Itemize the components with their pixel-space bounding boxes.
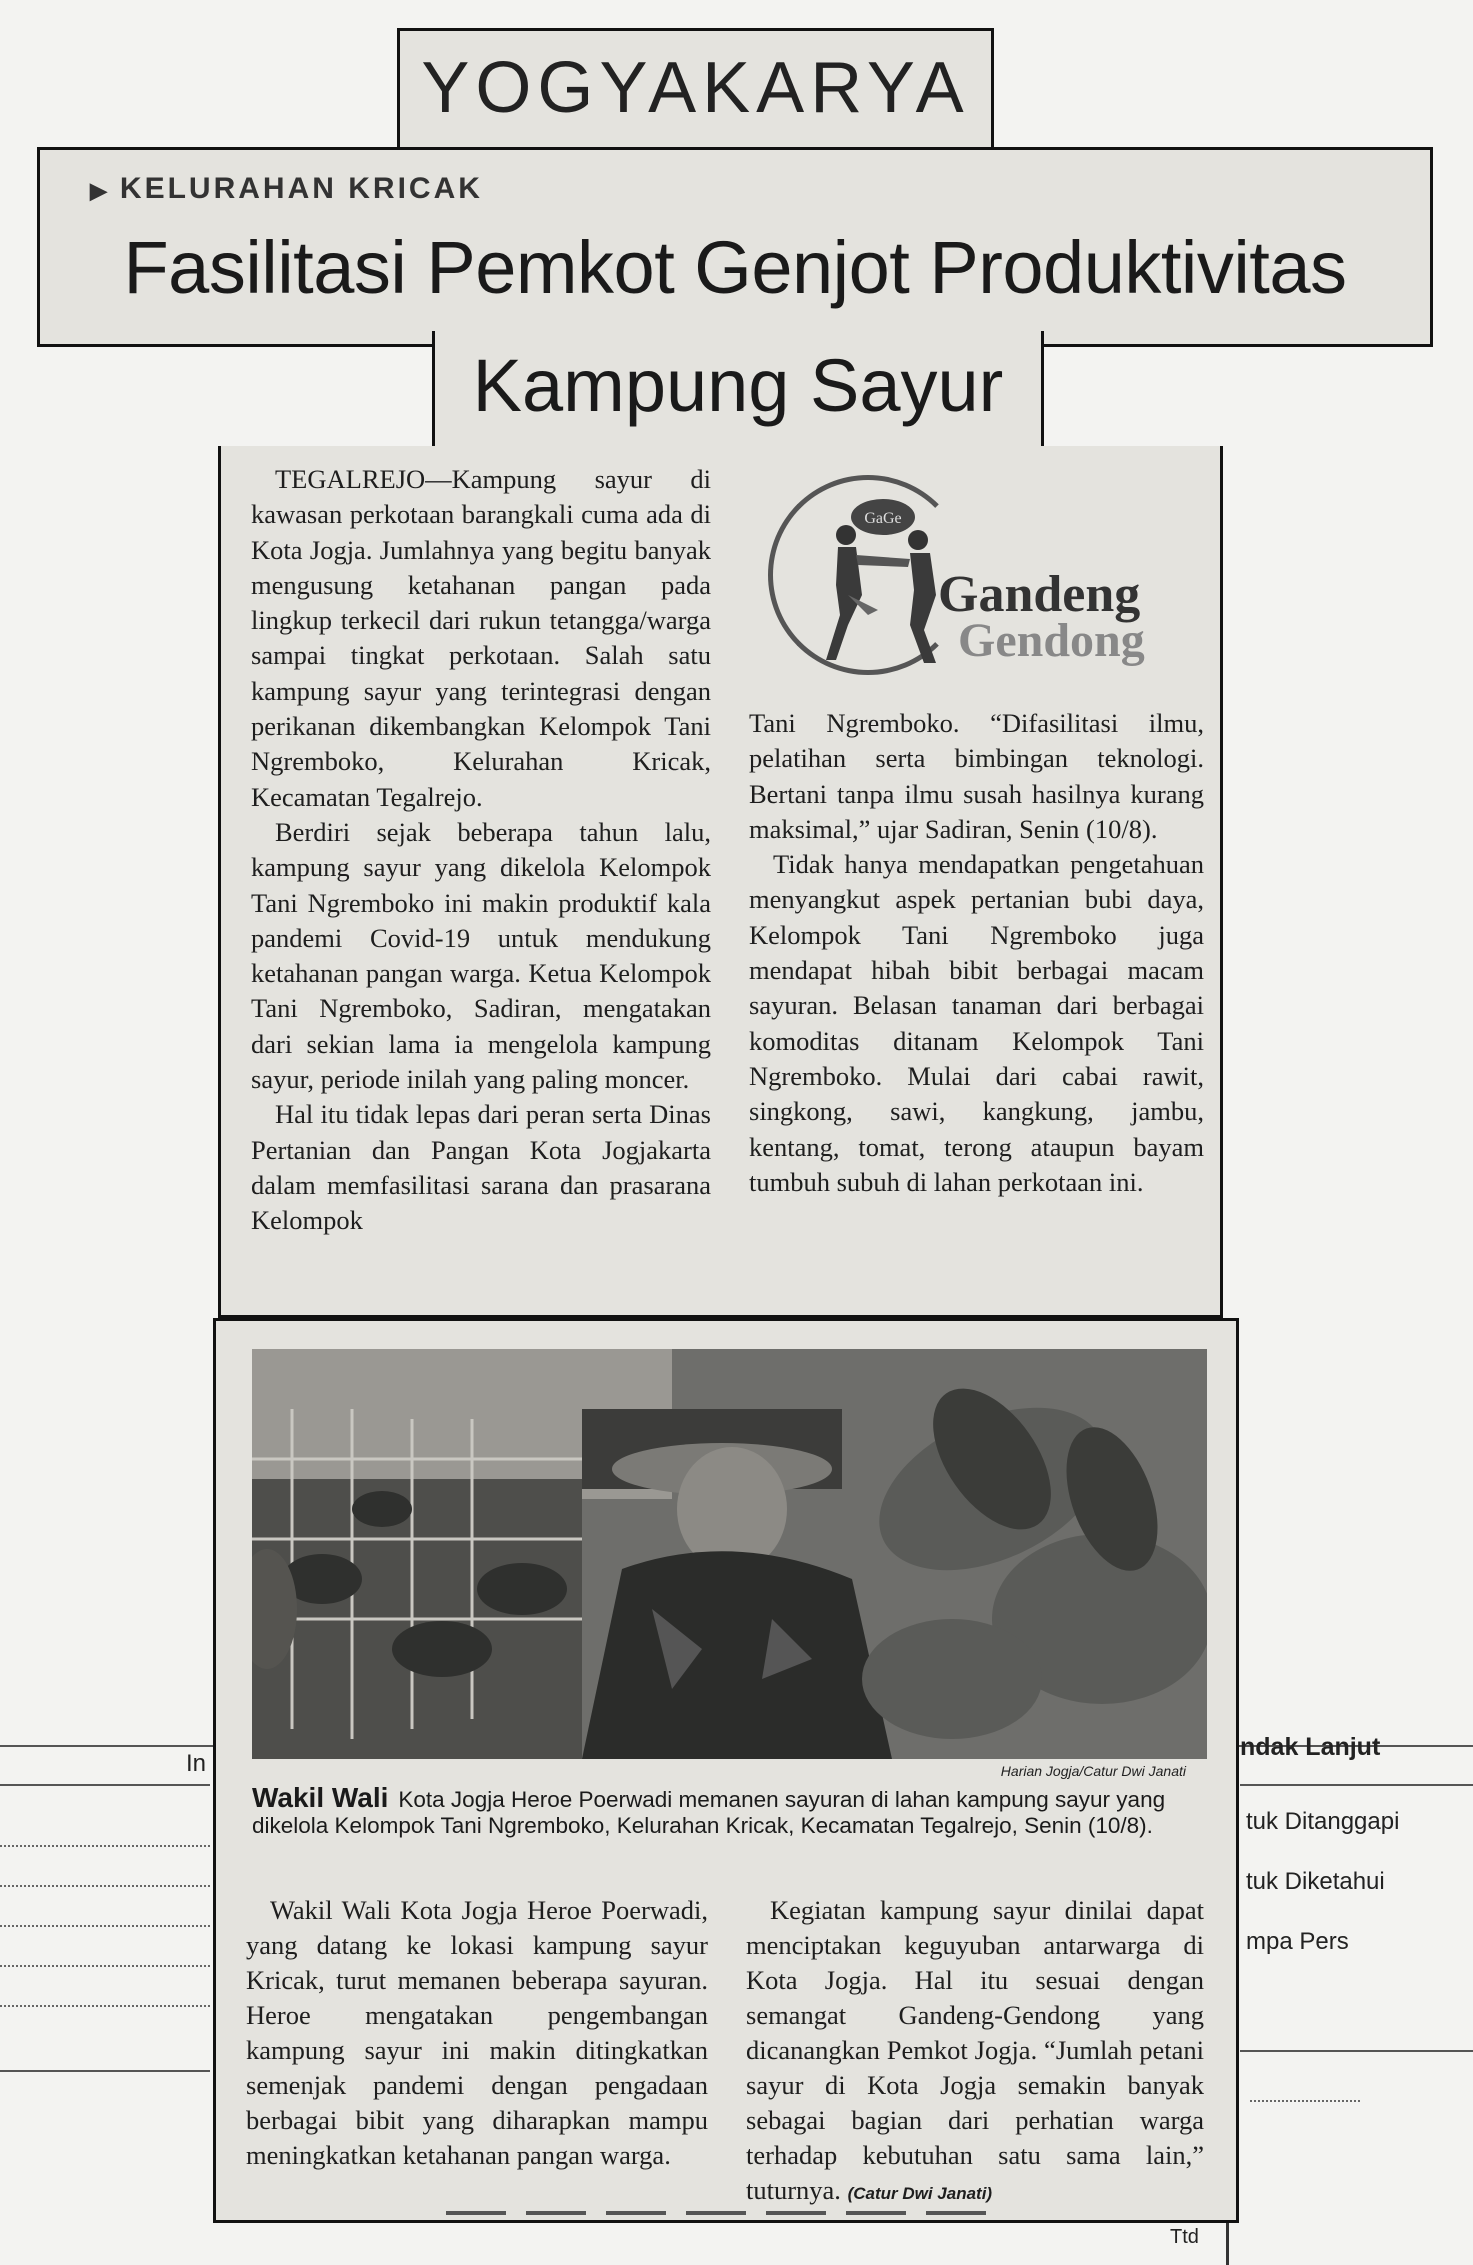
caption-text: Kota Jogja Heroe Poerwadi memanen sayuran di lahan kampung sayur yang dikelola Kelompok Tani Ngremboko, Kelurahan Kricak, Kecamatan Tegalrejo, Senin (10/8).	[252, 1787, 1166, 1838]
article-paragraph: Berdiri sejak beberapa tahun lalu, kampung sayur yang dikelola Kelompok Tani Ngremboko ini makin produktif kala pandemi Covid-19 untuk mendukung ketahanan pangan warga. Ketua Kelompok Tani Ngremboko, Sadiran, mengatakan dari sekian lama ia mengelola kampung sayur, periode inilah yang paling moncer.	[251, 816, 711, 1095]
form-line	[0, 2070, 210, 2072]
paragraph-text: Kegiatan kampung sayur dinilai dapat menciptakan keguyuban antarwarga di Kota Jogja. Hal itu sesuai dengan semangat Gandeng-Gendong yang dicanangkan Pemkot Jogja. “Jumlah petani sayur di Kota Jogja semakin banyak sebagai bagian dari perhatian warga terhadap kebutuhan satu sama lain,” tuturnya.	[746, 1895, 1204, 2205]
form-header: ndak Lanjut	[1240, 1733, 1381, 1761]
headline-box	[37, 147, 1433, 347]
form-option: tuk Diketahui	[1246, 1868, 1385, 1895]
bottom-rule	[446, 2211, 1006, 2215]
photo-caption	[252, 1782, 1202, 1839]
form-dotted-line	[0, 1845, 210, 1847]
headline-box-2	[432, 331, 1044, 449]
masthead-box	[397, 28, 994, 151]
article-paragraph: Tani Ngremboko. “Difasilitasi ilmu, pelatihan serta bimbingan teknologi. Bertani tanpa ilmu susah hasilnya kurang maksimal,” ujar Sadiran, Senin (10/8).	[749, 708, 1204, 844]
article-paragraph	[746, 1893, 1204, 2211]
article-paragraph: Wakil Wali Kota Jogja Heroe Poerwadi, yang datang ke lokasi kampung sayur Kricak, turut memanen beberapa sayuran. Heroe mengatakan pengembangan kampung sayur ini makin ditingkatkan semenjak pandemi dengan pengadaan berbagai bibit yang diharapkan mampu meningkatkan ketahanan pangan warga.	[246, 1895, 708, 2170]
headline-line-1: Fasilitasi Pemkot Genjot Produktivitas	[123, 226, 1347, 309]
article-paragraph: Tidak hanya mendapatkan pengetahuan menyangkut aspek pertanian bubi daya, Kelompok Tani Ngremboko juga mendapat hibah bibit berbagai macam sayuran. Belasan tanaman dari berbagai komoditas ditanam Kelompok Tani Ngremboko. Mulai dari cabai rawit, singkong, sawi, kangkung, jambu, kentang, tomat, terong ataupun bayam tumbuh subuh di lahan perkotaan ini.	[749, 849, 1204, 1197]
headline-line-2: Kampung Sayur	[472, 344, 1004, 427]
rubric	[90, 172, 483, 206]
form-dotted-line	[0, 1965, 210, 1967]
rubric-label: KELURAHAN KRICAK	[119, 172, 483, 205]
photo-credit: Harian Jogja/Catur Dwi Janati	[1000, 1763, 1186, 1779]
caption-lead: Wakil Wali	[252, 1782, 389, 1813]
logo-word-gendong: Gendong	[958, 614, 1145, 667]
logo-badge: GaGe	[864, 510, 902, 527]
article-paragraph: Hal itu tidak lepas dari peran serta Dinas Pertanian dan Pangan Kota Jogjakarta dalam memfasilitasi sarana dan prasarana Kelompok	[251, 1099, 711, 1236]
gandeng-gendong-logo	[768, 475, 1188, 695]
masthead: YOGYAKARYA	[421, 48, 970, 128]
logo-word-gandeng: Gandeng	[938, 566, 1141, 623]
form-dotted-line	[0, 1885, 210, 1887]
form-line	[1240, 2050, 1473, 2052]
news-photo	[252, 1349, 1207, 1759]
article-column-left	[251, 462, 711, 1239]
article-column-left-bottom	[246, 1893, 708, 2173]
form-dotted-line	[0, 2005, 210, 2007]
byline-signature: (Catur Dwi Janati)	[847, 2184, 993, 2203]
form-option: mpa Pers	[1246, 1928, 1349, 1955]
form-line	[0, 1784, 210, 1786]
article-paragraph: TEGALREJO—Kampung sayur di kawasan perkotaan barangkali cuma ada di Kota Jogja. Jumlahnya yang begitu banyak mengusung ketahanan pangan pada lingkup terkecil dari rukun tetangga/warga sampai tingkat perkotaan. Salah satu kampung sayur yang terintegrasi dengan perikanan dikembangkan Kelompok Tani Ngremboko, Kelurahan Kricak, Kecamatan Tegalrejo.	[251, 464, 711, 812]
article-column-right	[749, 706, 1204, 1200]
dancers-icon	[818, 495, 948, 675]
form-line	[1240, 1784, 1473, 1786]
form-footer-fragment: Ttd	[1170, 2226, 1199, 2248]
article-column-right-bottom	[746, 1893, 1204, 2211]
article-bottom	[213, 1318, 1239, 2223]
form-left-fragment: In	[186, 1750, 207, 1777]
form-dotted-line	[0, 1925, 210, 1927]
photo-illustration	[252, 1349, 1207, 1759]
form-option: tuk Ditanggapi	[1246, 1808, 1400, 1835]
rubric-arrow-icon: ▶	[90, 178, 110, 203]
form-dotted-line	[1250, 2100, 1360, 2102]
